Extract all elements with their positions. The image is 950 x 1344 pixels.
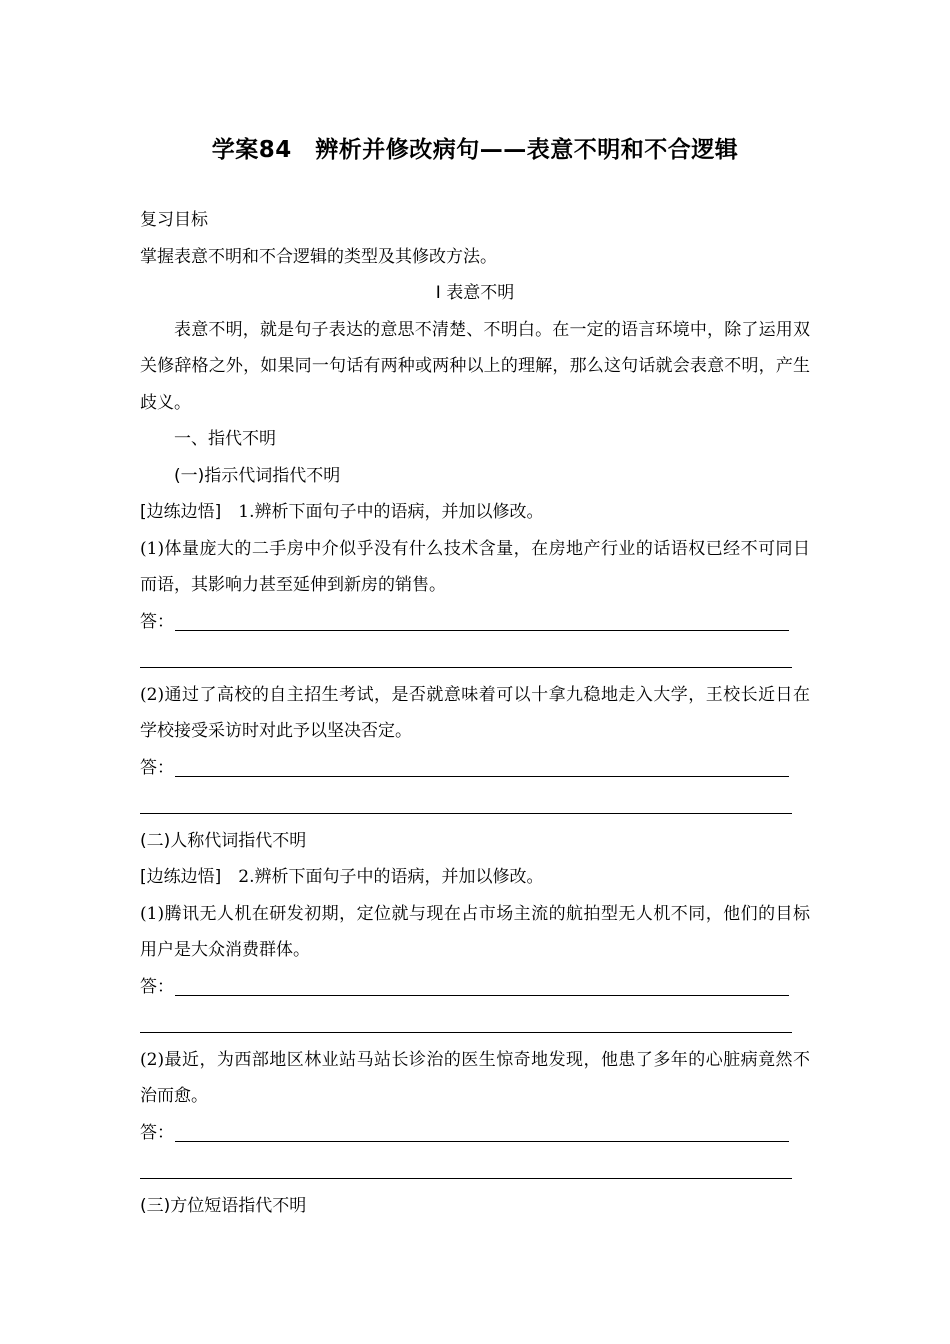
exercise-1-header: [140, 494, 810, 531]
exercise-1-question-2: (2)通过了高校的自主招生考试，是否就意味着可以十拿九稳地走入大学，王校长近日在学校接受采访时对此予以坚决否定。: [140, 684, 810, 741]
objectives-text: 掌握表意不明和不合逻辑的类型及其修改方法。: [140, 246, 497, 267]
exercise-2-header: [140, 859, 810, 896]
answer-continuation[interactable]: [140, 1151, 810, 1188]
document-page: [140, 130, 810, 1224]
exercise-prompt: 2.辨析下面句子中的语病，并加以修改。: [238, 867, 544, 887]
answer-label: 答：: [140, 976, 174, 997]
exercise-1-question-1: (1)体量庞大的二手房中介似乎没有什么技术含量，在房地产行业的话语权已经不可同日而语，其影响力甚至延伸到新房的销售。: [140, 538, 810, 595]
page-title: 学案84 辨析并修改病句——表意不明和不合逻辑: [211, 137, 739, 163]
answer-line[interactable]: [140, 813, 792, 814]
exercise-2-question-2: (2)最近，为西部地区林业站马站长诊治的医生惊奇地发现，他患了多年的心脏病竟然不治而愈。: [140, 1049, 810, 1106]
answer-line[interactable]: [175, 1141, 789, 1142]
answer-line[interactable]: [140, 1032, 792, 1033]
exercise-prompt: 1.辨析下面句子中的语病，并加以修改。: [238, 502, 544, 522]
answer-field[interactable]: [140, 969, 810, 1006]
subheading-reference: 一、指代不明: [174, 429, 276, 449]
answer-label: 答：: [140, 757, 174, 778]
exercise-2-question-1: (1)腾讯无人机在研发初期，定位就与现在占市场主流的航拍型无人机不同，他们的目标用户是大众消费群体。: [140, 903, 810, 960]
answer-continuation[interactable]: [140, 1005, 810, 1042]
answer-field[interactable]: [140, 604, 810, 641]
exercise-tag: [边练边悟]: [140, 867, 222, 887]
answer-line[interactable]: [175, 995, 789, 996]
objectives-heading: 复习目标: [140, 210, 208, 230]
answer-label: 答：: [140, 611, 174, 632]
section-heading: Ⅰ 表意不明: [435, 283, 515, 303]
exercise-tag: [边练边悟]: [140, 502, 222, 522]
answer-line[interactable]: [140, 667, 792, 668]
answer-line[interactable]: [175, 776, 789, 777]
answer-label: 答：: [140, 1122, 174, 1143]
answer-line[interactable]: [175, 630, 789, 631]
answer-continuation[interactable]: [140, 786, 810, 823]
intro-paragraph: 表意不明，就是句子表达的意思不清楚、不明白。在一定的语言环境中，除了运用双关修辞格之外，如果同一句话有两种或两种以上的理解，那么这句话就会表意不明，产生歧义。: [140, 319, 810, 413]
answer-continuation[interactable]: [140, 640, 810, 677]
answer-line[interactable]: [140, 1178, 792, 1179]
subheading-demonstrative: (一)指示代词指代不明: [174, 465, 341, 486]
subheading-personal-pronoun: (二)人称代词指代不明: [140, 830, 307, 851]
subheading-locative-phrase: (三)方位短语指代不明: [140, 1195, 307, 1216]
answer-field[interactable]: [140, 750, 810, 787]
answer-field[interactable]: [140, 1115, 810, 1152]
